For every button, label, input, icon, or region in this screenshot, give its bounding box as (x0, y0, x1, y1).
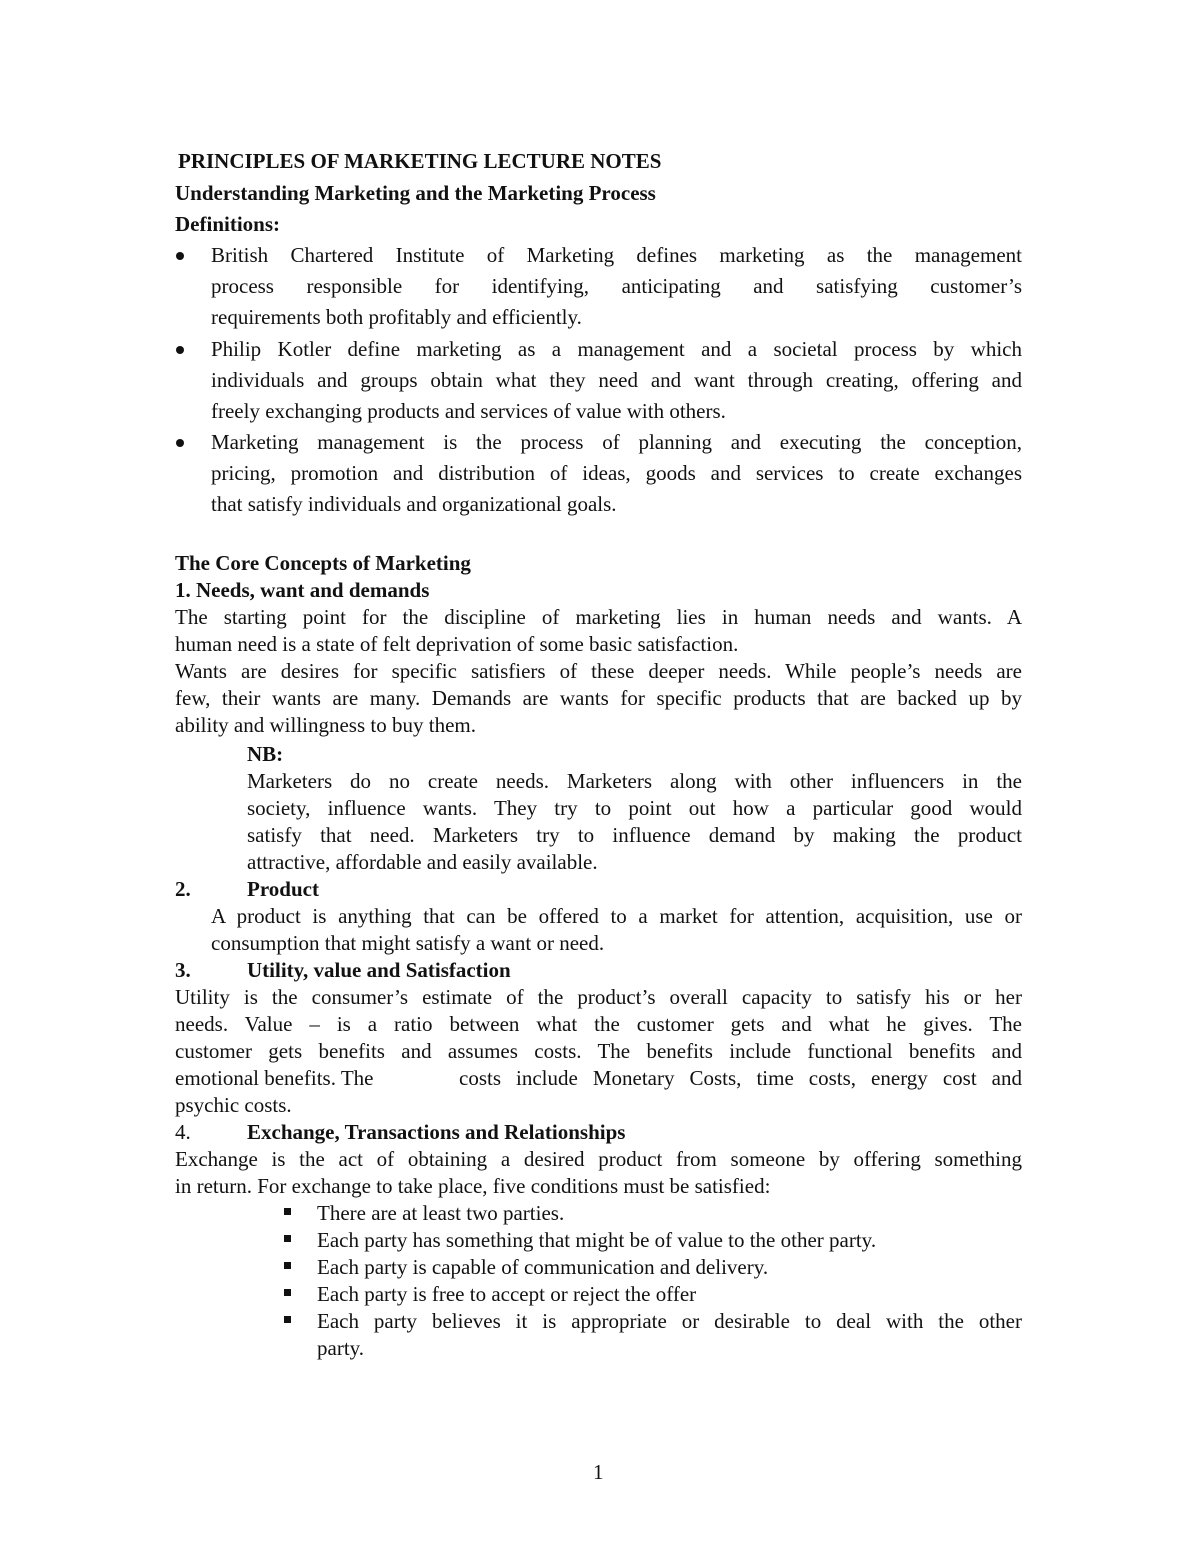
section-3-text: emotional benefits. The (175, 1066, 374, 1090)
nb-text: Marketers do no create needs. Marketers along with other influencers in the (247, 769, 1022, 793)
page-number: 1 (593, 1460, 604, 1484)
bullet-dot-icon (176, 346, 184, 354)
document-page: PRINCIPLES OF MARKETING LECTURE NOTES Understanding Marketing and the Marketing Process Definitions: British Chartered Institute of Marketing defines marketing as the management process responsible for identifying, anticipating and satisfying customer’s requirements both profitably and efficiently. Philip Kotler define marketing as a management and a societal process by which individuals and groups obtain what they need and want through creating, offering and freely exchanging products and services of value with others. Marketing management is the process of planning and executing the conception, pricing, promotion and distribution of ideas, goods and services to create exchanges that satisfy individuals and organizational goals. The Core Concepts of Marketing 1. Needs, want and demands The starting point for the discipline of marketing lies in human needs and wants. A human need is a state of felt deprivation of some basic satisfaction. Wants are desires for specific satisfiers of these deeper needs. While people’s needs are few, their wants are many. Demands are wants for specific products that are backed up by ability and willingness to buy them. NB: Marketers do no create needs. Marketers along with other influencers in the society, influence wants. They try to point out how a particular good would satisfy that need. Marketers try to influence demand by making the product attractive, affordable and easily available. 2. Product A product is anything that can be offered to a market for attention, acquisition, use or consumption that might satisfy a want or need. 3. Utility, value and Satisfaction Utility is the consumer’s estimate of the product’s overall capacity to satisfy his or her needs. Value – is a ratio between what the customer gets and what he gives. The customer gets benefits and assumes costs. The benefits include functional benefits and emotional benefits. The costs include Monetary Costs, time costs, energy cost and psychic costs. 4. Exchange, Transactions and Relationships Exchange is the act of obtaining a desired product from someone by offering something in return. For exchange to take place, five conditions must be satisfied: There are at least two parties. Each party has something that might be of value to the other party. Each party is capable of communication and delivery. Each party is free to accept or reject the offer Each party believes it is appropriate or desirable to deal with the other party. 1 (175, 149, 1022, 1484)
bullet-square-icon (284, 1289, 291, 1296)
section-2-heading: Product (247, 877, 319, 901)
section-2-number: 2. (175, 877, 191, 901)
section-4-heading: Exchange, Transactions and Relationships (247, 1120, 626, 1144)
bullet-square-icon (284, 1262, 291, 1269)
section-3-text: Utility is the consumer’s estimate of the product’s overall capacity to satisfy his or her (175, 985, 1022, 1009)
section-1-heading: 1. Needs, want and demands (175, 578, 430, 602)
definitions-heading: Definitions: (175, 212, 280, 236)
section-3-text: needs. Value – is a ratio between what the customer gets and what he gives. The (175, 1012, 1022, 1036)
bullet-dot-icon (176, 439, 184, 447)
section-1-text: human need is a state of felt deprivation of some basic satisfaction. (175, 632, 739, 656)
section-3-heading: Utility, value and Satisfaction (247, 958, 511, 982)
section-4-text: Exchange is the act of obtaining a desired product from someone by offering something (175, 1147, 1022, 1171)
bullet-square-icon (284, 1235, 291, 1242)
section-3-text: costs include Monetary Costs, time costs, energy cost and (459, 1066, 1022, 1090)
nb-text: society, influence wants. They try to point out how a particular good would (247, 796, 1022, 820)
section-3-number: 3. (175, 958, 191, 982)
document-subtitle: Understanding Marketing and the Marketing Process (175, 181, 656, 205)
nb-label: NB: (247, 742, 284, 766)
nb-text: satisfy that need. Marketers try to influence demand by making the product (247, 823, 1022, 847)
section-4-number: 4. (175, 1120, 191, 1144)
bullet-square-icon (284, 1316, 291, 1323)
section-1-text: ability and willingness to buy them. (175, 713, 476, 737)
section-3-text: psychic costs. (175, 1093, 292, 1117)
section-1-text: few, their wants are many. Demands are wants for specific products that are backed up by (175, 686, 1022, 710)
section-2-text: consumption that might satisfy a want or need. (211, 931, 605, 955)
section-1-text: The starting point for the discipline of marketing lies in human needs and wants. A (175, 605, 1022, 629)
section-4-text: in return. For exchange to take place, five conditions must be satisfied: (175, 1174, 771, 1198)
section-1-text: Wants are desires for specific satisfiers of these deeper needs. While people’s needs are (175, 659, 1022, 683)
bullet-dot-icon (176, 252, 184, 260)
core-concepts-heading: The Core Concepts of Marketing (175, 551, 471, 575)
document-title: PRINCIPLES OF MARKETING LECTURE NOTES (178, 149, 662, 173)
bullet-square-icon (284, 1208, 291, 1215)
section-3-text: customer gets benefits and assumes costs. The benefits include functional benefits and (175, 1039, 1022, 1063)
nb-text: attractive, affordable and easily available. (247, 850, 598, 874)
section-2-text: A product is anything that can be offered to a market for attention, acquisition, use or (211, 904, 1022, 928)
